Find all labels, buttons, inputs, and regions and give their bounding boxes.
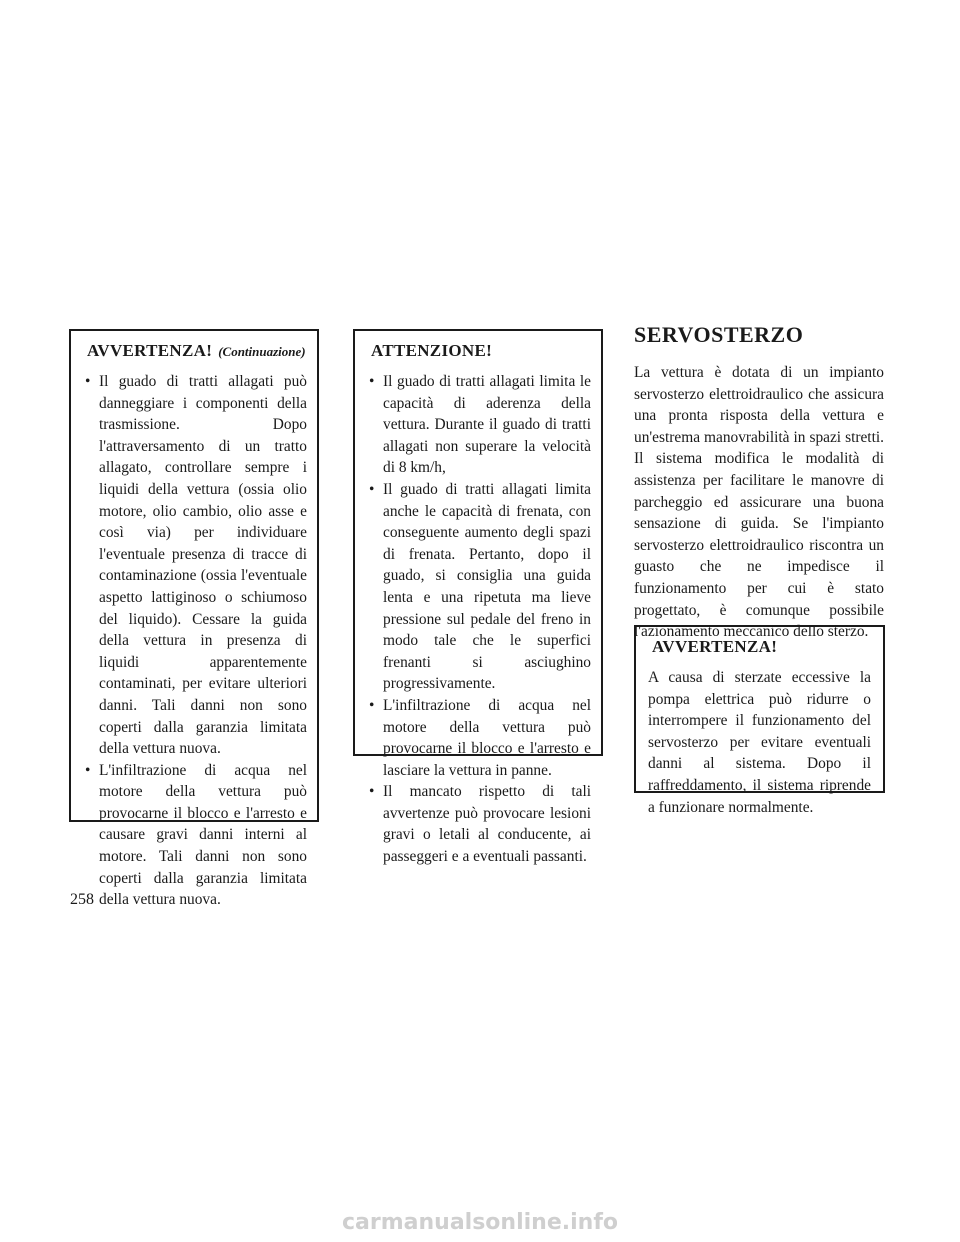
section-body: La vettura è dotata di un impianto servosterzo elettroidraulico che assicura una pronta risposta della vettura e un'estrema manovrabilità in spazi stretti. Il sistema modifica le modalità di assistenza per facilitare le manovre di parcheggio ed assicurare una buona sensazione di guida. Se l'impianto servosterzo elettroidraulico riscontra un guasto che ne impedisce il funzionamento per cui è stato progettato, è comunque possibile l'azionamento meccanico dello sterzo.: [634, 364, 884, 641]
list-item: • Il guado di tratti allagati limita le capacità di aderenza della vettura. Durante il guado di tratti allagati non superare la velocità di 8 km/h,: [369, 373, 591, 477]
watermark: carmanualsonline.info: [342, 1210, 618, 1235]
warning-title: AVVERTENZA!: [652, 637, 778, 656]
list-item: • Il mancato rispetto di tali avvertenze può provocare lesioni gravi o letali al conducente, ai passeggeri e a eventuali passanti.: [369, 783, 591, 866]
caution-title: ATTENZIONE!: [371, 341, 493, 360]
section-title: SERVOSTERZO: [634, 322, 804, 347]
list-item: • L'infiltrazione di acqua nel motore della vettura può provocarne il blocco e l'arresto e causare gravi danni interni al motore. Tali danni non sono coperti dalla garanzia limitata della vettura nuova.: [85, 761, 307, 909]
warning-body: A causa di sterzate eccessive la pompa elettrica può ridurre o interrompere il funzionamento del servosterzo per evitare eventuali danni al sistema. Dopo il raffreddamento, il sistema riprende a funzionare normalmente.: [648, 669, 871, 816]
warning-list: [81, 371, 307, 911]
list-item: • Il guado di tratti allagati può danneggiare i componenti della trasmissione. Dopo l'attraversamento di un tratto allagato, controllare sempre i liquidi della vettura (ossia olio motore, olio cambio, olio asse e così via) per individuare l'eventuale presenza di tracce di contaminazione (ossia l'eventuale aspetto lattiginoso o schiumoso del liquido). Cessare la guida della vettura in presenza di liquidi apparentemente contaminati, per evitare ulteriori danni. Tali danni non sono coperti dalla garanzia limitata della vettura nuova.: [85, 373, 307, 758]
continuation-label: (Continuazione): [218, 344, 306, 359]
warning-title: AVVERTENZA! (Continuazione): [87, 341, 306, 360]
list-item: • Il guado di tratti allagati limita anche le capacità di frenata, con conseguente aumento degli spazi di frenata. Pertanto, dopo il guado, si consiglia una guida lenta e una ripetuta ma lieve pressione sul pedale del freno in modo tale che le superfici frenanti si asciughino progressivamente.: [369, 480, 591, 693]
list-item: • L'infiltrazione di acqua nel motore della vettura può provocarne il blocco e l'arresto e lasciare la vettura in panne.: [369, 696, 591, 779]
warning-box-steering: [634, 625, 885, 816]
caution-box: [353, 329, 603, 866]
page-number: 258: [70, 891, 94, 908]
caution-list: [365, 371, 591, 868]
